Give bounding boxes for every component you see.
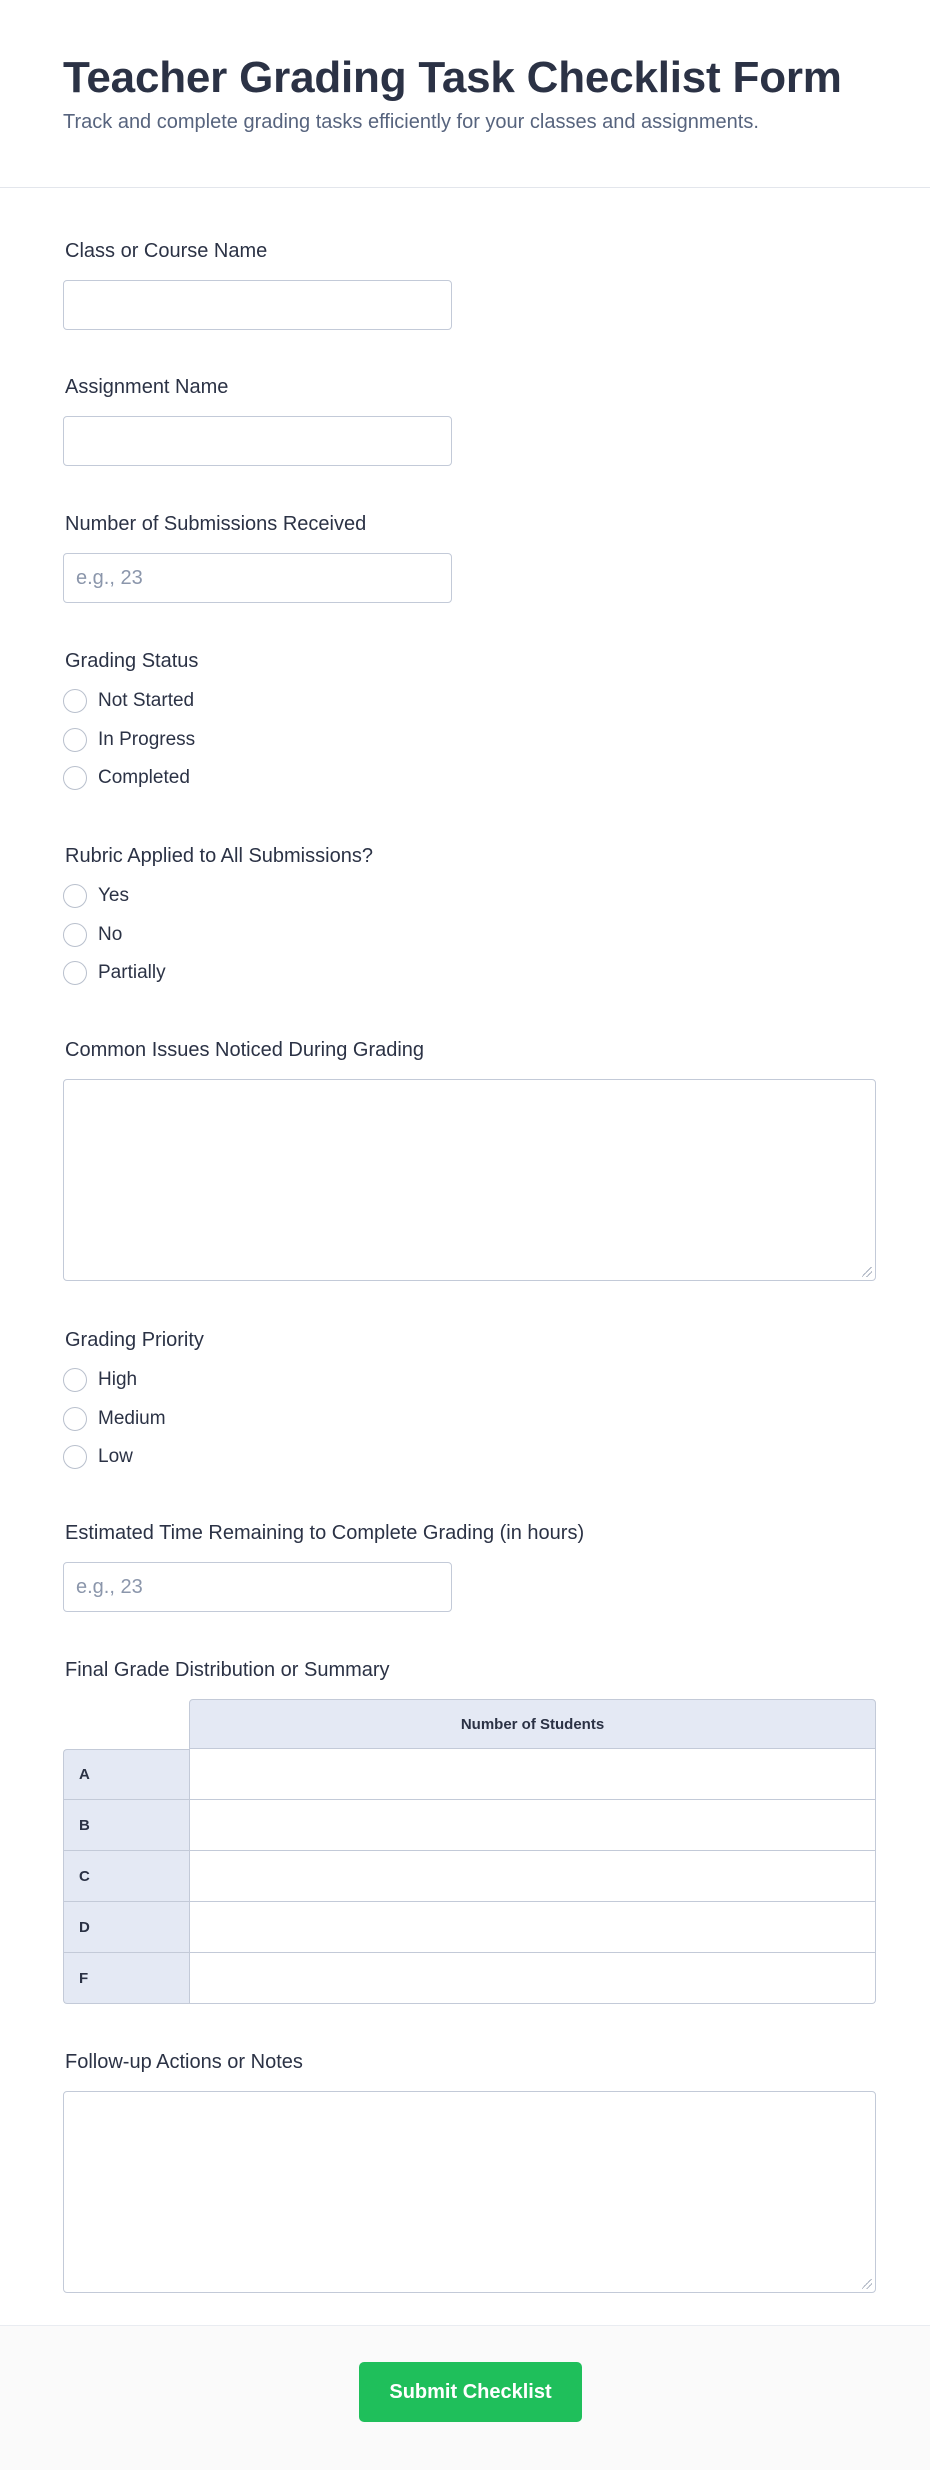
- radio-button[interactable]: [63, 884, 87, 908]
- matrix-row: [63, 1749, 876, 1800]
- matrix-corner: [63, 1699, 189, 1749]
- common-issues-label: Common Issues Noticed During Grading: [65, 1039, 425, 1061]
- assignment-name-label: Assignment Name: [65, 376, 229, 398]
- resize-handle-icon[interactable]: [862, 2279, 872, 2289]
- matrix-row: [63, 1851, 876, 1902]
- form-footer: [0, 2325, 930, 2470]
- submissions-field: [63, 511, 452, 603]
- matrix-cell-input[interactable]: [189, 1902, 876, 1953]
- radio-option-no[interactable]: [63, 922, 373, 948]
- radio-label: Low: [98, 1446, 133, 1467]
- priority-label: Grading Priority: [65, 1329, 204, 1351]
- matrix-cell-input[interactable]: [189, 1851, 876, 1902]
- radio-label: No: [98, 923, 123, 945]
- follow-up-textarea[interactable]: [63, 2091, 876, 2293]
- radio-option-low[interactable]: [63, 1444, 204, 1470]
- radio-label: Medium: [98, 1407, 166, 1429]
- matrix-cell-input[interactable]: [189, 1800, 876, 1851]
- radio-option-medium[interactable]: [63, 1406, 204, 1432]
- common-issues-field: [63, 1037, 876, 1281]
- matrix-column-header: Number of Students: [189, 1699, 876, 1749]
- matrix-cell-input[interactable]: [189, 1749, 876, 1800]
- radio-option-partially[interactable]: [63, 960, 373, 986]
- priority-field: [63, 1327, 204, 1483]
- class-name-input[interactable]: [63, 280, 452, 330]
- submissions-input[interactable]: [63, 553, 452, 603]
- grade-distribution-label: Final Grade Distribution or Summary: [65, 1659, 390, 1681]
- radio-option-not-started[interactable]: [63, 688, 198, 714]
- matrix-row: [63, 1902, 876, 1953]
- submit-button[interactable]: Submit Checklist: [359, 2362, 582, 2422]
- matrix-row-label: D: [63, 1902, 189, 1953]
- matrix-cell-input[interactable]: [189, 1953, 876, 2004]
- time-remaining-label: Estimated Time Remaining to Complete Grading (in hours): [65, 1522, 585, 1544]
- assignment-name-input[interactable]: [63, 416, 452, 466]
- submissions-label: Number of Submissions Received: [65, 513, 367, 535]
- matrix-row-label: B: [63, 1800, 189, 1851]
- radio-option-yes[interactable]: [63, 883, 373, 909]
- radio-button[interactable]: [63, 1368, 87, 1392]
- form-header: [0, 0, 930, 188]
- radio-button[interactable]: [63, 923, 87, 947]
- matrix-row-label: C: [63, 1851, 189, 1902]
- time-remaining-input[interactable]: [63, 1562, 452, 1612]
- radio-button[interactable]: [63, 961, 87, 985]
- grade-distribution-table: [63, 1699, 876, 2004]
- radio-option-completed[interactable]: [63, 765, 198, 791]
- matrix-row-label: F: [63, 1953, 189, 2004]
- radio-button[interactable]: [63, 689, 87, 713]
- radio-label: Not Started: [98, 690, 195, 711]
- assignment-name-field: [63, 374, 452, 466]
- grade-distribution-field: [63, 1657, 876, 2004]
- grading-status-label: Grading Status: [65, 650, 199, 672]
- radio-button[interactable]: [63, 766, 87, 790]
- grading-status-field: [63, 648, 198, 804]
- follow-up-field: [63, 2049, 876, 2293]
- page-title: Teacher Grading Task Checklist Form: [63, 53, 842, 102]
- rubric-applied-field: [63, 843, 373, 999]
- radio-button[interactable]: [63, 1407, 87, 1431]
- common-issues-textarea[interactable]: [63, 1079, 876, 1281]
- rubric-applied-label: Rubric Applied to All Submissions?: [65, 845, 373, 867]
- radio-label: Yes: [98, 885, 129, 906]
- radio-label: In Progress: [98, 728, 196, 750]
- radio-button[interactable]: [63, 1445, 87, 1469]
- matrix-row: [63, 1800, 876, 1851]
- time-remaining-field: [63, 1520, 584, 1612]
- radio-option-high[interactable]: [63, 1367, 204, 1393]
- follow-up-label: Follow-up Actions or Notes: [65, 2051, 303, 2073]
- resize-handle-icon[interactable]: [862, 1267, 872, 1277]
- radio-label: High: [98, 1369, 138, 1390]
- matrix-row-label: A: [63, 1749, 189, 1800]
- radio-option-in-progress[interactable]: [63, 727, 198, 753]
- radio-button[interactable]: [63, 728, 87, 752]
- page-subtitle: Track and complete grading tasks efficiently for your classes and assignments.: [63, 111, 759, 133]
- radio-label: Partially: [98, 962, 166, 983]
- class-name-label: Class or Course Name: [65, 240, 268, 262]
- radio-label: Completed: [98, 767, 190, 788]
- class-name-field: [63, 238, 452, 330]
- matrix-row: [63, 1953, 876, 2004]
